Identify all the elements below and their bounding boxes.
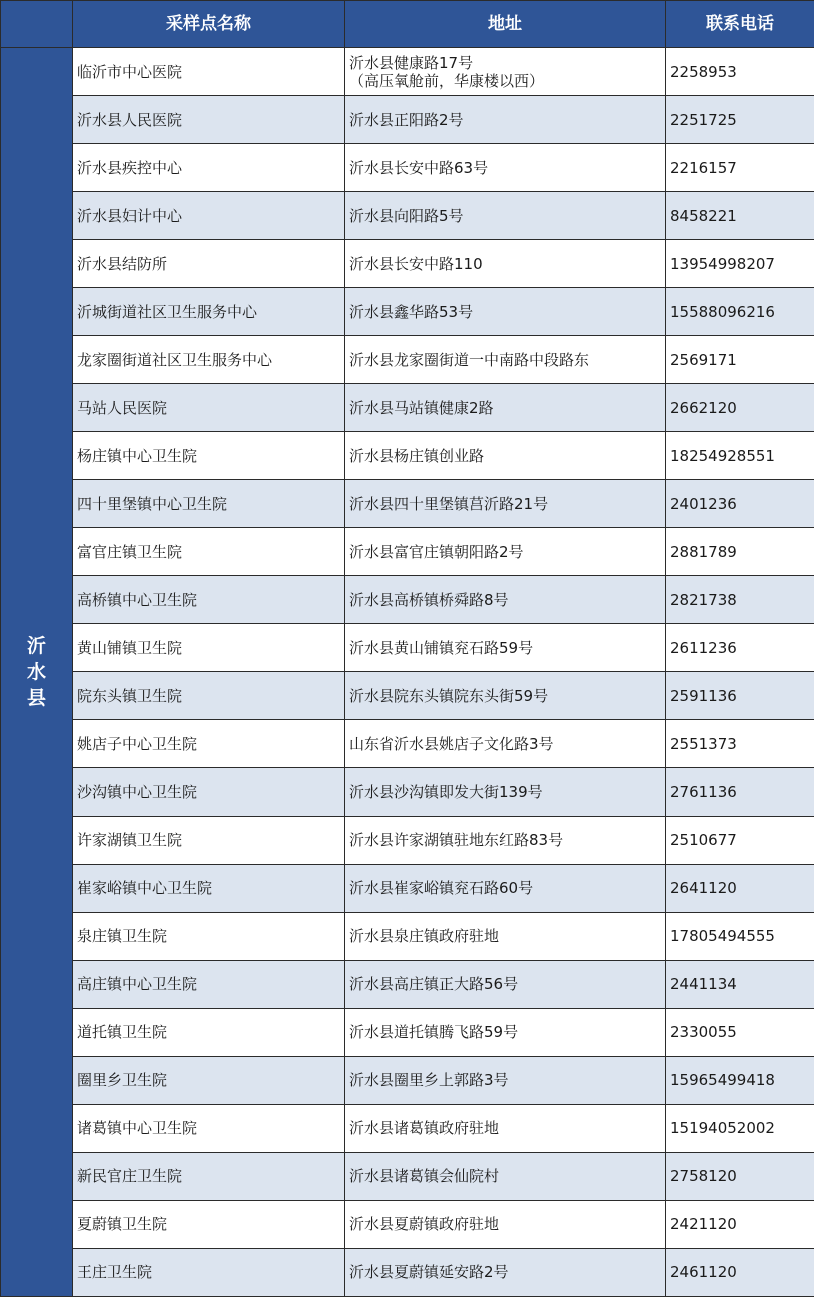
table-row — [1, 192, 814, 240]
address-cell: 沂水县长安中路110 — [345, 240, 666, 288]
table-row — [1, 1200, 814, 1248]
phone-cell: 2662120 — [666, 384, 814, 432]
address-cell: 沂水县诸葛镇会仙院村 — [345, 1152, 666, 1200]
site-name-cell: 院东头镇卫生院 — [73, 672, 345, 720]
site-name-cell: 新民官庄卫生院 — [73, 1152, 345, 1200]
address-cell: 沂水县四十里堡镇莒沂路21号 — [345, 480, 666, 528]
table-row — [1, 1104, 814, 1152]
site-name-cell: 圈里乡卫生院 — [73, 1056, 345, 1104]
table-row — [1, 1152, 814, 1200]
phone-cell: 2510677 — [666, 816, 814, 864]
address-cell: 沂水县道托镇腾飞路59号 — [345, 1008, 666, 1056]
address-cell: 沂水县院东头镇院东头街59号 — [345, 672, 666, 720]
table-row — [1, 240, 814, 288]
table-row — [1, 864, 814, 912]
site-name-cell: 姚店子中心卫生院 — [73, 720, 345, 768]
phone-cell: 2881789 — [666, 528, 814, 576]
site-name-cell: 黄山铺镇卫生院 — [73, 624, 345, 672]
site-name-cell: 许家湖镇卫生院 — [73, 816, 345, 864]
address-cell: 沂水县向阳路5号 — [345, 192, 666, 240]
phone-cell: 2569171 — [666, 336, 814, 384]
phone-cell: 2758120 — [666, 1152, 814, 1200]
phone-cell: 2591136 — [666, 672, 814, 720]
table-row — [1, 336, 814, 384]
header-address: 地址 — [345, 1, 666, 48]
address-cell: 沂水县高庄镇正大路56号 — [345, 960, 666, 1008]
address-cell: 沂水县许家湖镇驻地东红路83号 — [345, 816, 666, 864]
site-name-cell: 夏蔚镇卫生院 — [73, 1200, 345, 1248]
address-cell: 沂水县夏蔚镇政府驻地 — [345, 1200, 666, 1248]
header-site-name: 采样点名称 — [73, 1, 345, 48]
table-row — [1, 1056, 814, 1104]
table-row — [1, 384, 814, 432]
site-name-cell: 高桥镇中心卫生院 — [73, 576, 345, 624]
address-cell: 沂水县黄山铺镇兖石路59号 — [345, 624, 666, 672]
site-name-cell: 沂水县妇计中心 — [73, 192, 345, 240]
phone-cell: 2641120 — [666, 864, 814, 912]
table-row — [1, 432, 814, 480]
table-row — [1, 672, 814, 720]
table-row — [1, 528, 814, 576]
site-name-cell: 临沂市中心医院 — [73, 48, 345, 96]
region-label: 沂水县 — [26, 635, 46, 709]
table-row — [1, 816, 814, 864]
address-cell: 沂水县长安中路63号 — [345, 144, 666, 192]
table-row — [1, 144, 814, 192]
address-cell: 沂水县夏蔚镇延安路2号 — [345, 1248, 666, 1296]
table-row — [1, 720, 814, 768]
phone-cell: 2258953 — [666, 48, 814, 96]
table-row — [1, 1248, 814, 1296]
phone-cell: 8458221 — [666, 192, 814, 240]
phone-cell: 2461120 — [666, 1248, 814, 1296]
address-cell: 沂水县杨庄镇创业路 — [345, 432, 666, 480]
header-phone: 联系电话 — [666, 1, 814, 48]
phone-cell: 2441134 — [666, 960, 814, 1008]
region-cell — [1, 48, 73, 1297]
address-cell: 沂水县龙家圈街道一中南路中段路东 — [345, 336, 666, 384]
site-name-cell: 沂水县疾控中心 — [73, 144, 345, 192]
address-cell: 山东省沂水县姚店子文化路3号 — [345, 720, 666, 768]
phone-cell: 2611236 — [666, 624, 814, 672]
header-region — [1, 1, 73, 48]
address-cell: 沂水县泉庄镇政府驻地 — [345, 912, 666, 960]
site-name-cell: 高庄镇中心卫生院 — [73, 960, 345, 1008]
table-row — [1, 624, 814, 672]
phone-cell: 2421120 — [666, 1200, 814, 1248]
address-cell: 沂水县圈里乡上郭路3号 — [345, 1056, 666, 1104]
site-name-cell: 杨庄镇中心卫生院 — [73, 432, 345, 480]
site-name-cell: 四十里堡镇中心卫生院 — [73, 480, 345, 528]
table-row — [1, 576, 814, 624]
site-name-cell: 龙家圈街道社区卫生服务中心 — [73, 336, 345, 384]
phone-cell: 2251725 — [666, 96, 814, 144]
phone-cell: 15965499418 — [666, 1056, 814, 1104]
phone-cell: 2216157 — [666, 144, 814, 192]
table-row — [1, 480, 814, 528]
table-row — [1, 768, 814, 816]
phone-cell: 13954998207 — [666, 240, 814, 288]
phone-cell: 15588096216 — [666, 288, 814, 336]
table-row — [1, 48, 814, 96]
phone-cell: 15194052002 — [666, 1104, 814, 1152]
site-name-cell: 沂水县人民医院 — [73, 96, 345, 144]
table-row — [1, 288, 814, 336]
phone-cell: 2330055 — [666, 1008, 814, 1056]
address-cell: 沂水县鑫华路53号 — [345, 288, 666, 336]
address-cell: 沂水县马站镇健康2路 — [345, 384, 666, 432]
address-cell: 沂水县正阳路2号 — [345, 96, 666, 144]
table-row — [1, 1008, 814, 1056]
site-name-cell: 泉庄镇卫生院 — [73, 912, 345, 960]
site-name-cell: 沙沟镇中心卫生院 — [73, 768, 345, 816]
site-name-cell: 沂城街道社区卫生服务中心 — [73, 288, 345, 336]
address-cell: 沂水县健康路17号 （高压氧舱前，华康楼以西） — [345, 48, 666, 96]
address-cell: 沂水县高桥镇桥舜路8号 — [345, 576, 666, 624]
address-cell: 沂水县富官庄镇朝阳路2号 — [345, 528, 666, 576]
table-row — [1, 96, 814, 144]
phone-cell: 2761136 — [666, 768, 814, 816]
phone-cell: 2551373 — [666, 720, 814, 768]
site-name-cell: 沂水县结防所 — [73, 240, 345, 288]
address-cell: 沂水县沙沟镇即发大街139号 — [345, 768, 666, 816]
table-row — [1, 960, 814, 1008]
phone-cell: 2821738 — [666, 576, 814, 624]
site-name-cell: 道托镇卫生院 — [73, 1008, 345, 1056]
address-cell: 沂水县诸葛镇政府驻地 — [345, 1104, 666, 1152]
site-name-cell: 王庄卫生院 — [73, 1248, 345, 1296]
site-name-cell: 富官庄镇卫生院 — [73, 528, 345, 576]
address-cell: 沂水县崔家峪镇兖石路60号 — [345, 864, 666, 912]
header-row — [1, 1, 814, 48]
phone-cell: 2401236 — [666, 480, 814, 528]
table-row — [1, 912, 814, 960]
phone-cell: 18254928551 — [666, 432, 814, 480]
site-name-cell: 崔家峪镇中心卫生院 — [73, 864, 345, 912]
site-name-cell: 诸葛镇中心卫生院 — [73, 1104, 345, 1152]
phone-cell: 17805494555 — [666, 912, 814, 960]
site-name-cell: 马站人民医院 — [73, 384, 345, 432]
